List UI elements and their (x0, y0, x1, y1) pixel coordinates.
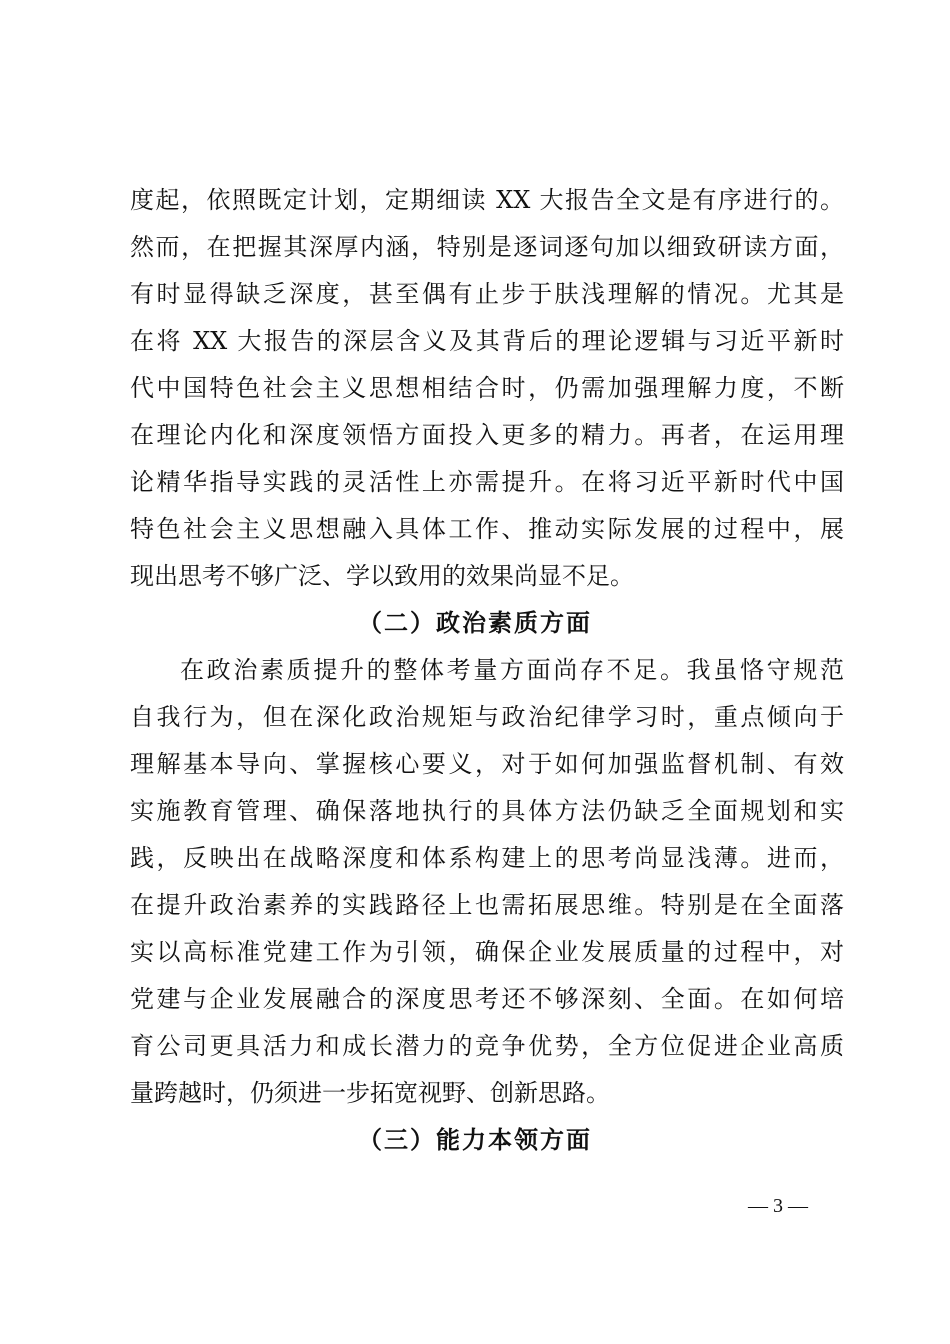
page-number: — 3 — (748, 1195, 808, 1217)
paragraph-2-line-5: 践，反映出在战略深度和体系构建上的思考尚显浅薄。进而， (130, 844, 844, 872)
paragraph-1-line-5: 代中国特色社会主义思想相结合时，仍需加强理解力度，不断 (130, 374, 844, 402)
paragraph-2-line-8: 党建与企业发展融合的深度思考还不够深刻、全面。在如何培 (130, 985, 844, 1013)
paragraph-2-line-2: 自我行为，但在深化政治规矩与政治纪律学习时，重点倾向于 (130, 703, 844, 731)
paragraph-1-line-4: 在将 XX 大报告的深层含义及其背后的理论逻辑与习近平新时 (130, 327, 844, 355)
paragraph-1-line-1: 度起，依照既定计划，定期细读 XX 大报告全文是有序进行的。 (130, 186, 844, 214)
paragraph-2-line-9: 育公司更具活力和成长潜力的竞争优势，全方位促进企业高质 (130, 1032, 844, 1060)
paragraph-1-line-8: 特色社会主义思想融入具体工作、推动实际发展的过程中，展 (130, 515, 844, 543)
paragraph-1-line-7: 论精华指导实践的灵活性上亦需提升。在将习近平新时代中国 (130, 468, 844, 496)
paragraph-1-line-2: 然而，在把握其深厚内涵，特别是逐词逐句加以细致研读方面， (130, 233, 844, 261)
paragraph-2-line-4: 实施教育管理、确保落地执行的具体方法仍缺乏全面规划和实 (130, 797, 844, 825)
paragraph-1-line-3: 有时显得缺乏深度，甚至偶有止步于肤浅理解的情况。尤其是 (130, 280, 844, 308)
section-heading-ability: （三）能力本领方面 (358, 1125, 592, 1154)
paragraph-2-line-7: 实以高标准党建工作为引领，确保企业发展质量的过程中，对 (130, 938, 844, 966)
section-heading-political-quality: （二）政治素质方面 (358, 608, 592, 637)
paragraph-2-line-1: 在政治素质提升的整体考量方面尚存不足。我虽恪守规范 (180, 656, 844, 684)
paragraph-2-line-3: 理解基本导向、掌握核心要义，对于如何加强监督机制、有效 (130, 750, 844, 778)
paragraph-2-line-6: 在提升政治素养的实践路径上也需拓展思维。特别是在全面落 (130, 891, 844, 919)
paragraph-1-line-9: 现出思考不够广泛、学以致用的效果尚显不足。 (130, 562, 634, 590)
paragraph-2-line-10: 量跨越时，仍须进一步拓宽视野、创新思路。 (130, 1079, 610, 1107)
paragraph-1-line-6: 在理论内化和深度领悟方面投入更多的精力。再者，在运用理 (130, 421, 844, 449)
